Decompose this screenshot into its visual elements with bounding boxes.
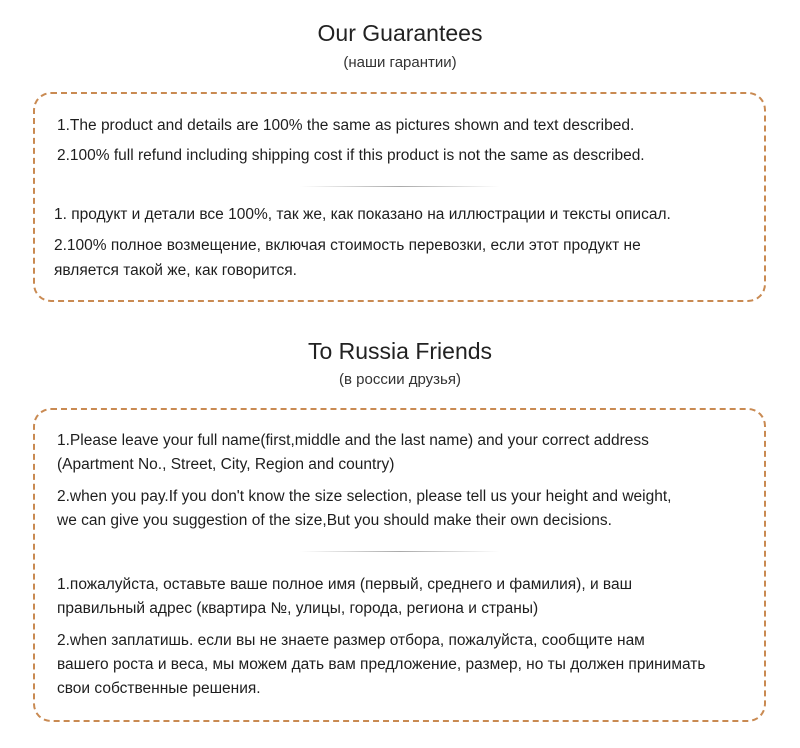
russia-subtitle: (в россии друзья) <box>339 371 461 388</box>
guarantees-title: Our Guarantees <box>317 20 483 46</box>
russia-en-1: 1.Please leave your full name(first,middle and the last name) and your correct address <box>57 432 649 449</box>
guarantees-subtitle: (наши гарантии) <box>343 54 457 71</box>
russia-ru-1-cont: правильный адрес (квартира №, улицы, города, региона и страны) <box>57 600 539 617</box>
russia-ru-1: 1.пожалуйста, оставьте ваше полное имя (первый, среднего и фамилия), и ваш <box>57 576 633 593</box>
russia-title: To Russia Friends <box>307 338 493 364</box>
guarantee-en-1: 1.The product and details are 100% the same as pictures shown and text described. <box>57 117 635 134</box>
russia-ru-2-cont2: свои собственные решения. <box>57 680 261 697</box>
guarantees-divider <box>300 186 500 187</box>
guarantee-en-2: 2.100% full refund including shipping cost if this product is not the same as described. <box>57 147 645 164</box>
russia-ru-2-cont: вашего роста и веса, мы можем дать вам предложение, размер, но ты должен принимать <box>57 656 706 673</box>
russia-ru-2: 2.when заплатишь. если вы не знаете размер отбора, пожалуйста, сообщите нам <box>57 632 645 649</box>
guarantee-ru-1: 1. продукт и детали все 100%, так же, как показано на иллюстрации и тексты описал. <box>54 206 671 223</box>
russia-en-2-cont: we can give you suggestion of the size,But you should make their own decisions. <box>57 512 612 529</box>
russia-en-2: 2.when you pay.If you don't know the size selection, please tell us your height and weight, <box>57 488 672 505</box>
russia-divider <box>300 551 500 552</box>
guarantee-ru-2: 2.100% полное возмещение, включая стоимость перевозки, если этот продукт не <box>54 237 641 254</box>
russia-en-1-cont: (Apartment No., Street, City, Region and country) <box>57 456 395 473</box>
guarantee-ru-2-cont: является такой же, как говорится. <box>54 262 297 279</box>
